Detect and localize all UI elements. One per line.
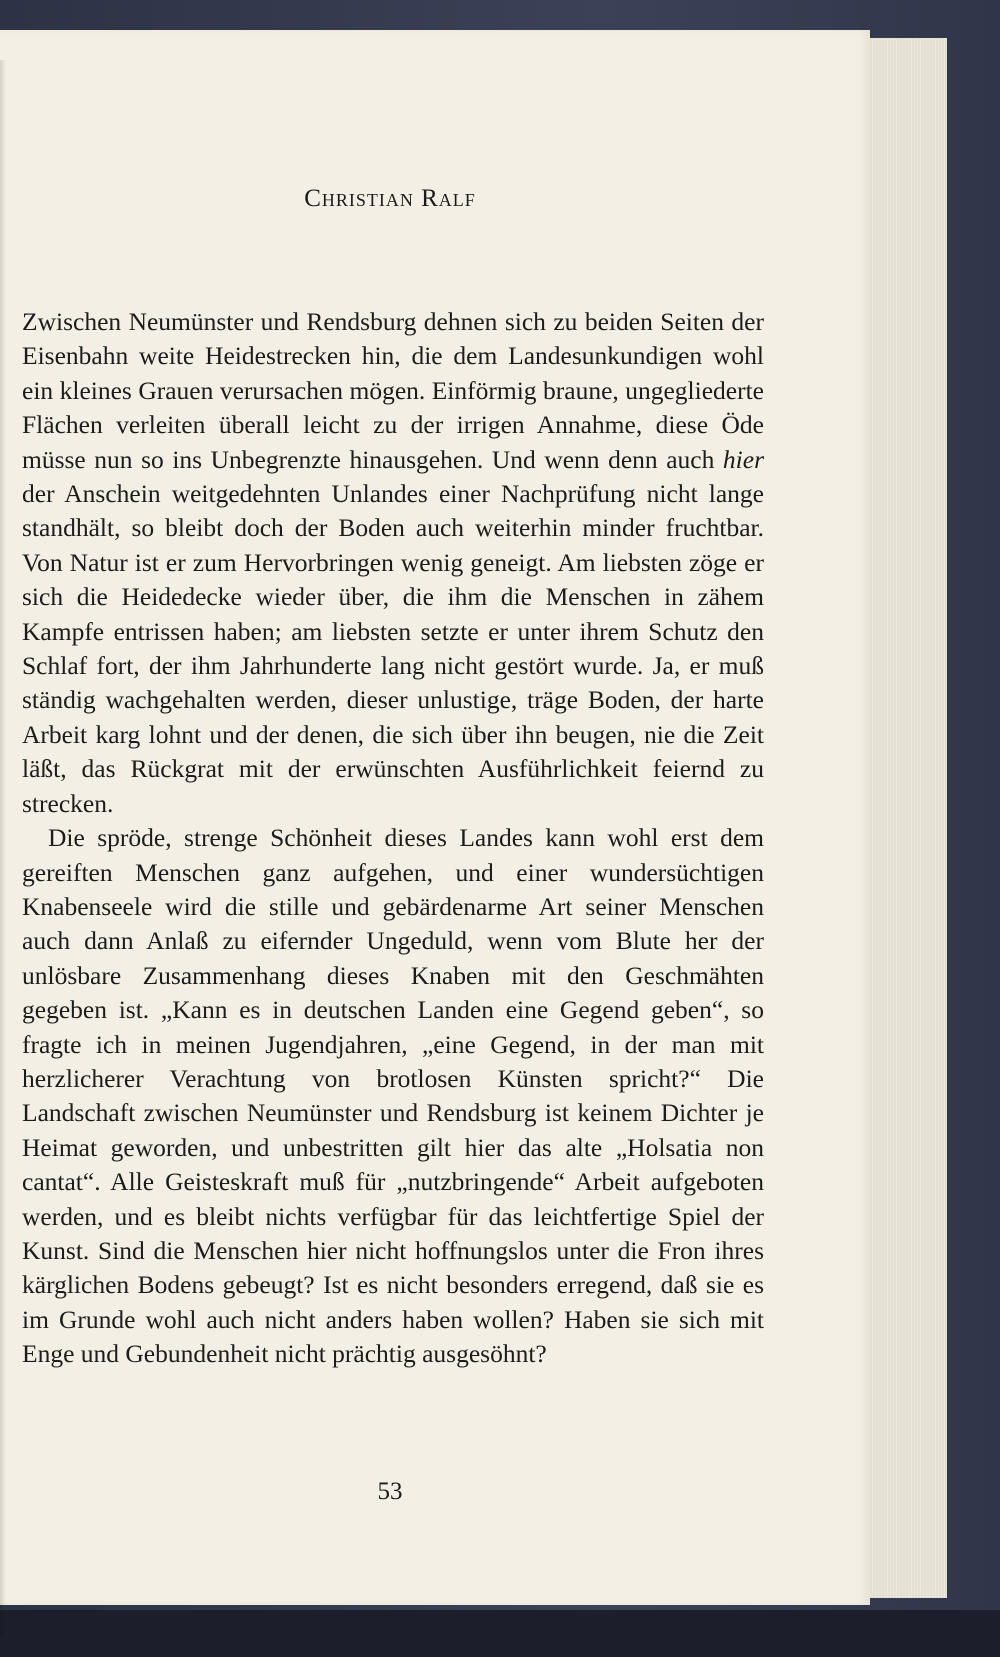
cover-shadow [0,1610,1000,1657]
page-edges [868,38,947,1598]
paragraph-2: Die spröde, strenge Schönheit dieses Landes kann wohl erst dem gereiften Menschen ganz aufgehen, und einer wundersüchtigen Knabenseele wird die stille und gebärdenarme Art seiner Menschen auch dann Anlaß zu eifernder Ungeduld, wenn vom Blute her der unlösbare Zusammenhang dieses Knaben mit den Geschmähten gegeben ist. „Kann es in deutschen Landen eine Gegend geben“, so fragte ich in meinen Jugendjahren, „eine Gegend, in der man mit herzlicherer Verachtung von brotlosen Künsten spricht?“ Die Landschaft zwischen Neumünster und Rendsburg ist keinem Dichter je Heimat geworden, und unbestritten gilt hier das alte „Holsatia non cantat“. Alle Geisteskraft muß für „nutzbringende“ Arbeit aufgeboten werden, und es bleibt nichts verfügbar für das leichtfertige Spiel der Kunst. Sind die Menschen hier nicht hoffnungslos unter die Fron ihres kärglichen Bodens gebeugt? Ist es nicht besonders erregend, daß sie es im Grunde wohl auch nicht anders haben wollen? Haben sie sich mit Enge und Gebundenheit nicht prächtig ausgesöhnt? [22,823,764,1369]
paragraph-1 [22,305,764,821]
running-head: Christian Ralf [304,185,476,212]
gutter-shade [0,60,6,1635]
emphasized-word: hier [722,444,764,474]
paragraph-1-start: Zwischen Neumünster und Rendsburg dehnen sich zu beiden Seiten der Eisenbahn weite Heidestrecken hin, die dem Landesunkundigen wohl ein kleines Grauen verursachen mögen. Einförmig braune, ungegliederte Flächen verleiten überall leicht zu der irrigen Annahme, diese Öde müsse nun so ins Unbegrenzte hinausgehen. Und wenn denn auch [22,307,764,474]
body-text [22,305,764,1372]
paragraph-1-end: der Anschein weitgedehnten Unlandes einer Nachprüfung nicht lange standhält, so bleibt doch der Boden auch weiterhin minder fruchtbar. Von Natur ist er zum Hervorbringen wenig geneigt. Am liebsten zöge er sich die Heidedecke wieder über, die ihm die Menschen in zähem Kampfe entrissen haben; am liebsten setzte er unter ihrem Schutz den Schlaf fort, der ihm Jahrhunderte lang nicht gestört wurde. Ja, er muß ständig wachgehalten werden, dieser unlustige, träge Boden, der harte Arbeit karg lohnt und der denen, die sich über ihn beugen, nie die Zeit läßt, das Rückgrat mit der erwünschten Ausführlichkeit feiernd zu strecken. [22,479,764,818]
page-number: 53 [377,1478,403,1505]
